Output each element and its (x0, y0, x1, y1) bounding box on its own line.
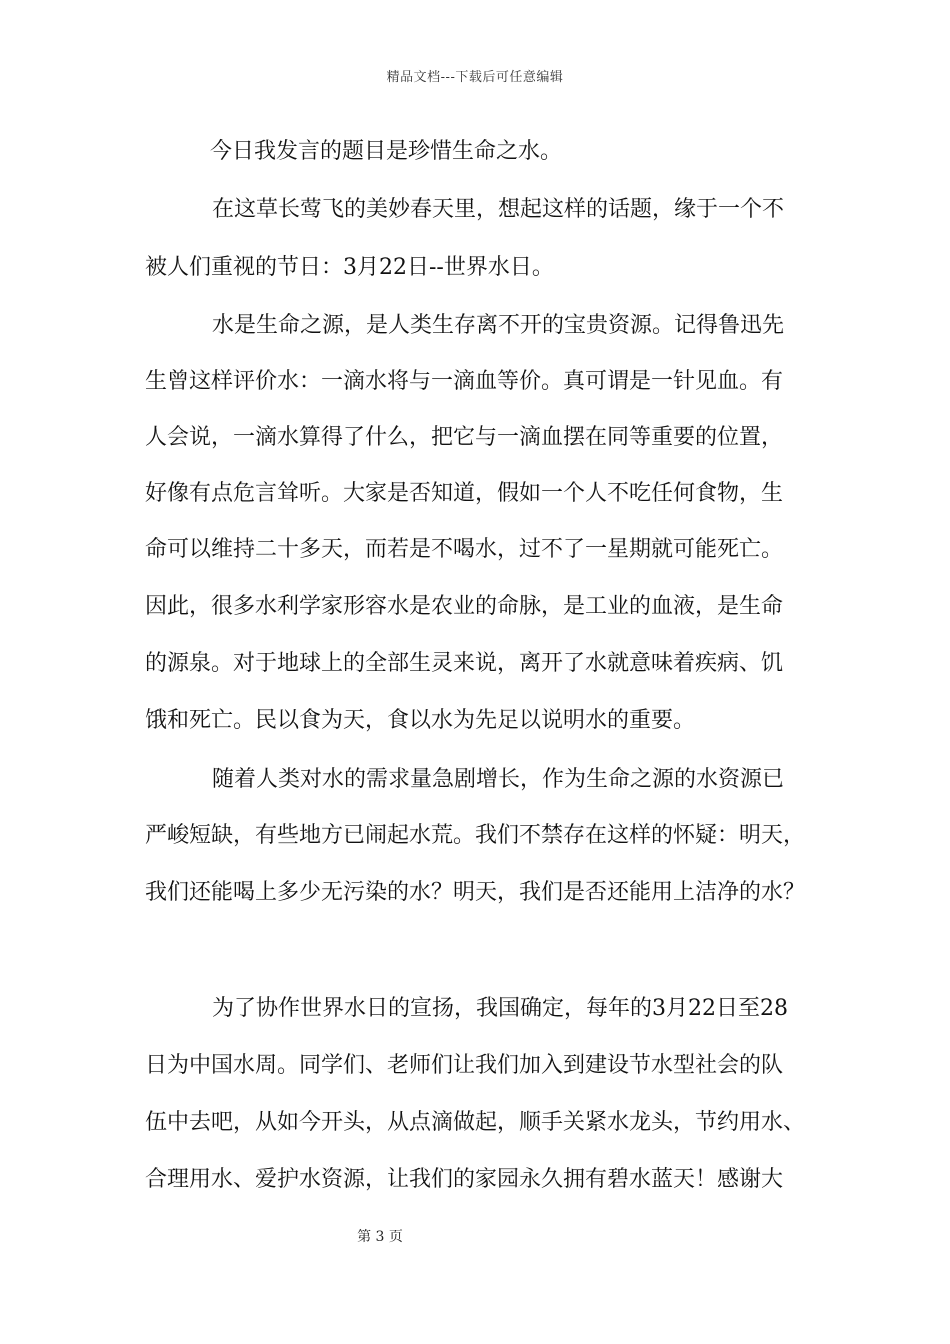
page-header: 精品文档---下载后可任意编辑 (386, 70, 564, 85)
page-number: 第 3 页 (357, 1229, 403, 1245)
text-line: 的源泉。对于地球上的全部生灵来说，离开了水就意味着疾病、饥 (145, 651, 784, 676)
text-line: 好像有点危言耸听。大家是否知道，假如一个人不吃任何食物，生 (145, 481, 784, 506)
text-line: 命可以维持二十多天，而若是不喝水，过不了一星期就可能死亡。 (145, 537, 784, 562)
text-line: 随着人类对水的需求量急剧增长，作为生命之源的水资源已 (212, 767, 785, 792)
text-line: 人会说，一滴水算得了什么，把它与一滴血摆在同等重要的位置， (145, 425, 784, 450)
text-line: 伍中去吧，从如今开头，从点滴做起，顺手关紧水龙头，节约用水、 (145, 1110, 806, 1135)
text-line: 日为中国水周。同学们、老师们让我们加入到建设节水型社会的队 (145, 1053, 784, 1078)
text-line: 我们还能喝上多少无污染的水？明天，我们是否还能用上洁净的水？ (145, 880, 806, 905)
text-line: 生曾这样评价水：一滴水将与一滴血等价。真可谓是一针见血。有 (145, 369, 784, 394)
text-line: 为了协作世界水日的宣扬，我国确定，每年的3月22日至28 (212, 996, 788, 1021)
text-line: 在这草长莺飞的美妙春天里，想起这样的话题，缘于一个不 (212, 197, 785, 222)
text-line: 饿和死亡。民以食为天，食以水为先足以说明水的重要。 (145, 708, 696, 733)
text-line: 今日我发言的题目是珍惜生命之水。 (210, 139, 563, 164)
text-line: 因此，很多水利学家形容水是农业的命脉，是工业的血液，是生命 (145, 594, 784, 619)
text-line: 被人们重视的节日：3月22日--世界水日。 (145, 255, 554, 280)
text-line: 水是生命之源，是人类生存离不开的宝贵资源。记得鲁迅先 (212, 313, 785, 338)
text-line: 合理用水、爱护水资源，让我们的家园永久拥有碧水蓝天！感谢大 (145, 1167, 784, 1192)
text-line: 严峻短缺，有些地方已闹起水荒。我们不禁存在这样的怀疑：明天， (145, 823, 806, 848)
